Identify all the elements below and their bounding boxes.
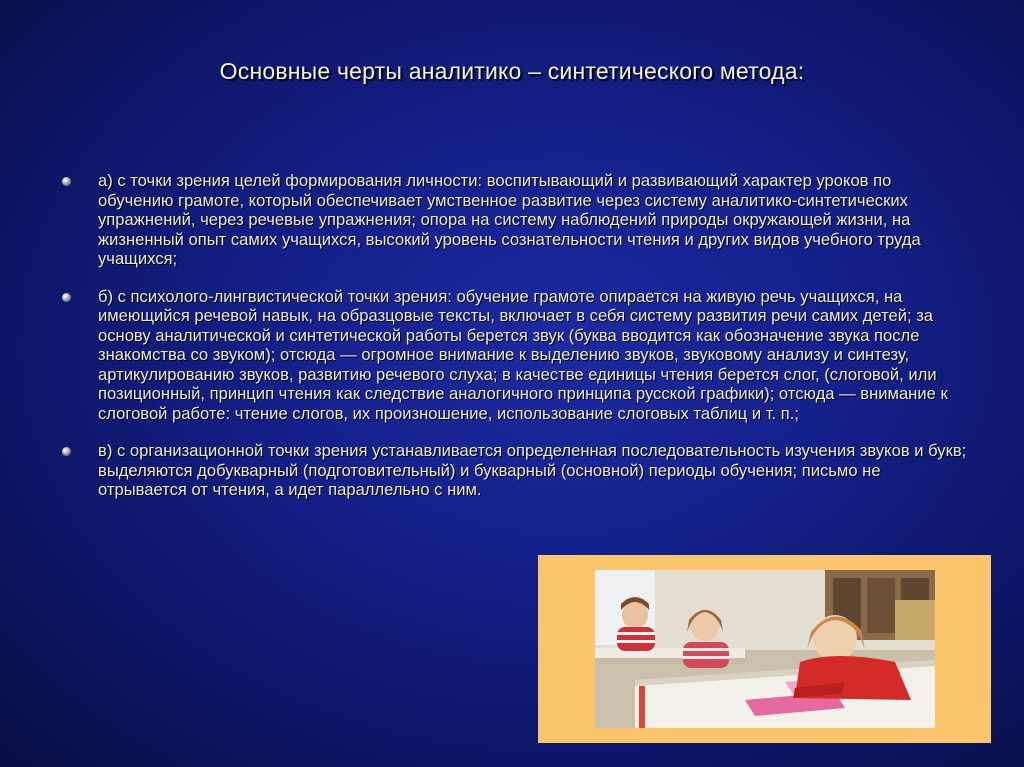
bullet-item [60,171,970,269]
bullet-item [60,287,970,424]
bullet-text: б) с психолого-лингвистической точки зрения: обучение грамоте опирается на живую речь учащихся, на имеющийся речевой навык, на образцовые тексты, включает в себя систему развития речи самих детей; за основу аналитической и синтетической работы берется звук (буква вводится как обозначение звука после знакомства со звуком); отсюда — огромное внимание к выделению звуков, звуковому анализу и синтезу, артикулированию звуков, развитию речевого слуха; в качестве единицы чтения берется слог, (слоговой, или позиционный, принцип чтения как следствие аналогичного принципа русской графики); отсюда — внимание к слоговой работе: чтение слогов, их произношение, использование слоговых таблиц и т. п.; [98,286,948,423]
bullet-item [60,441,970,500]
bullet-sphere-icon [62,447,71,456]
bullet-sphere-icon [62,293,71,302]
classroom-illustration [595,570,935,728]
bullet-list [60,171,970,518]
classroom-photo [595,570,935,728]
bullet-text: а) с точки зрения целей формирования личности: воспитывающий и развивающий характер уроков по обучению грамоте, который обеспечивает умственное развитие через систему аналитико-синтетических упражнений, через речевые упражнения; опора на систему наблюдений природы окружающей жизни, на жизненный опыт самих учащихся, высокий уровень сознательности чтения и других видов учебного труда учащихся; [98,171,921,268]
bullet-sphere-icon [62,177,71,186]
bullet-text: в) с организационной точки зрения устанавливается определенная последовательность изучения звуков и букв; выделяются добукварный (подготовительный) и букварный (основной) периоды обучения; письмо не отрывается от чтения, а идет параллельно с ним. [98,441,967,499]
photo-frame [538,555,991,743]
slide-title: Основные черты аналитико – синтетического метода: [219,58,805,84]
